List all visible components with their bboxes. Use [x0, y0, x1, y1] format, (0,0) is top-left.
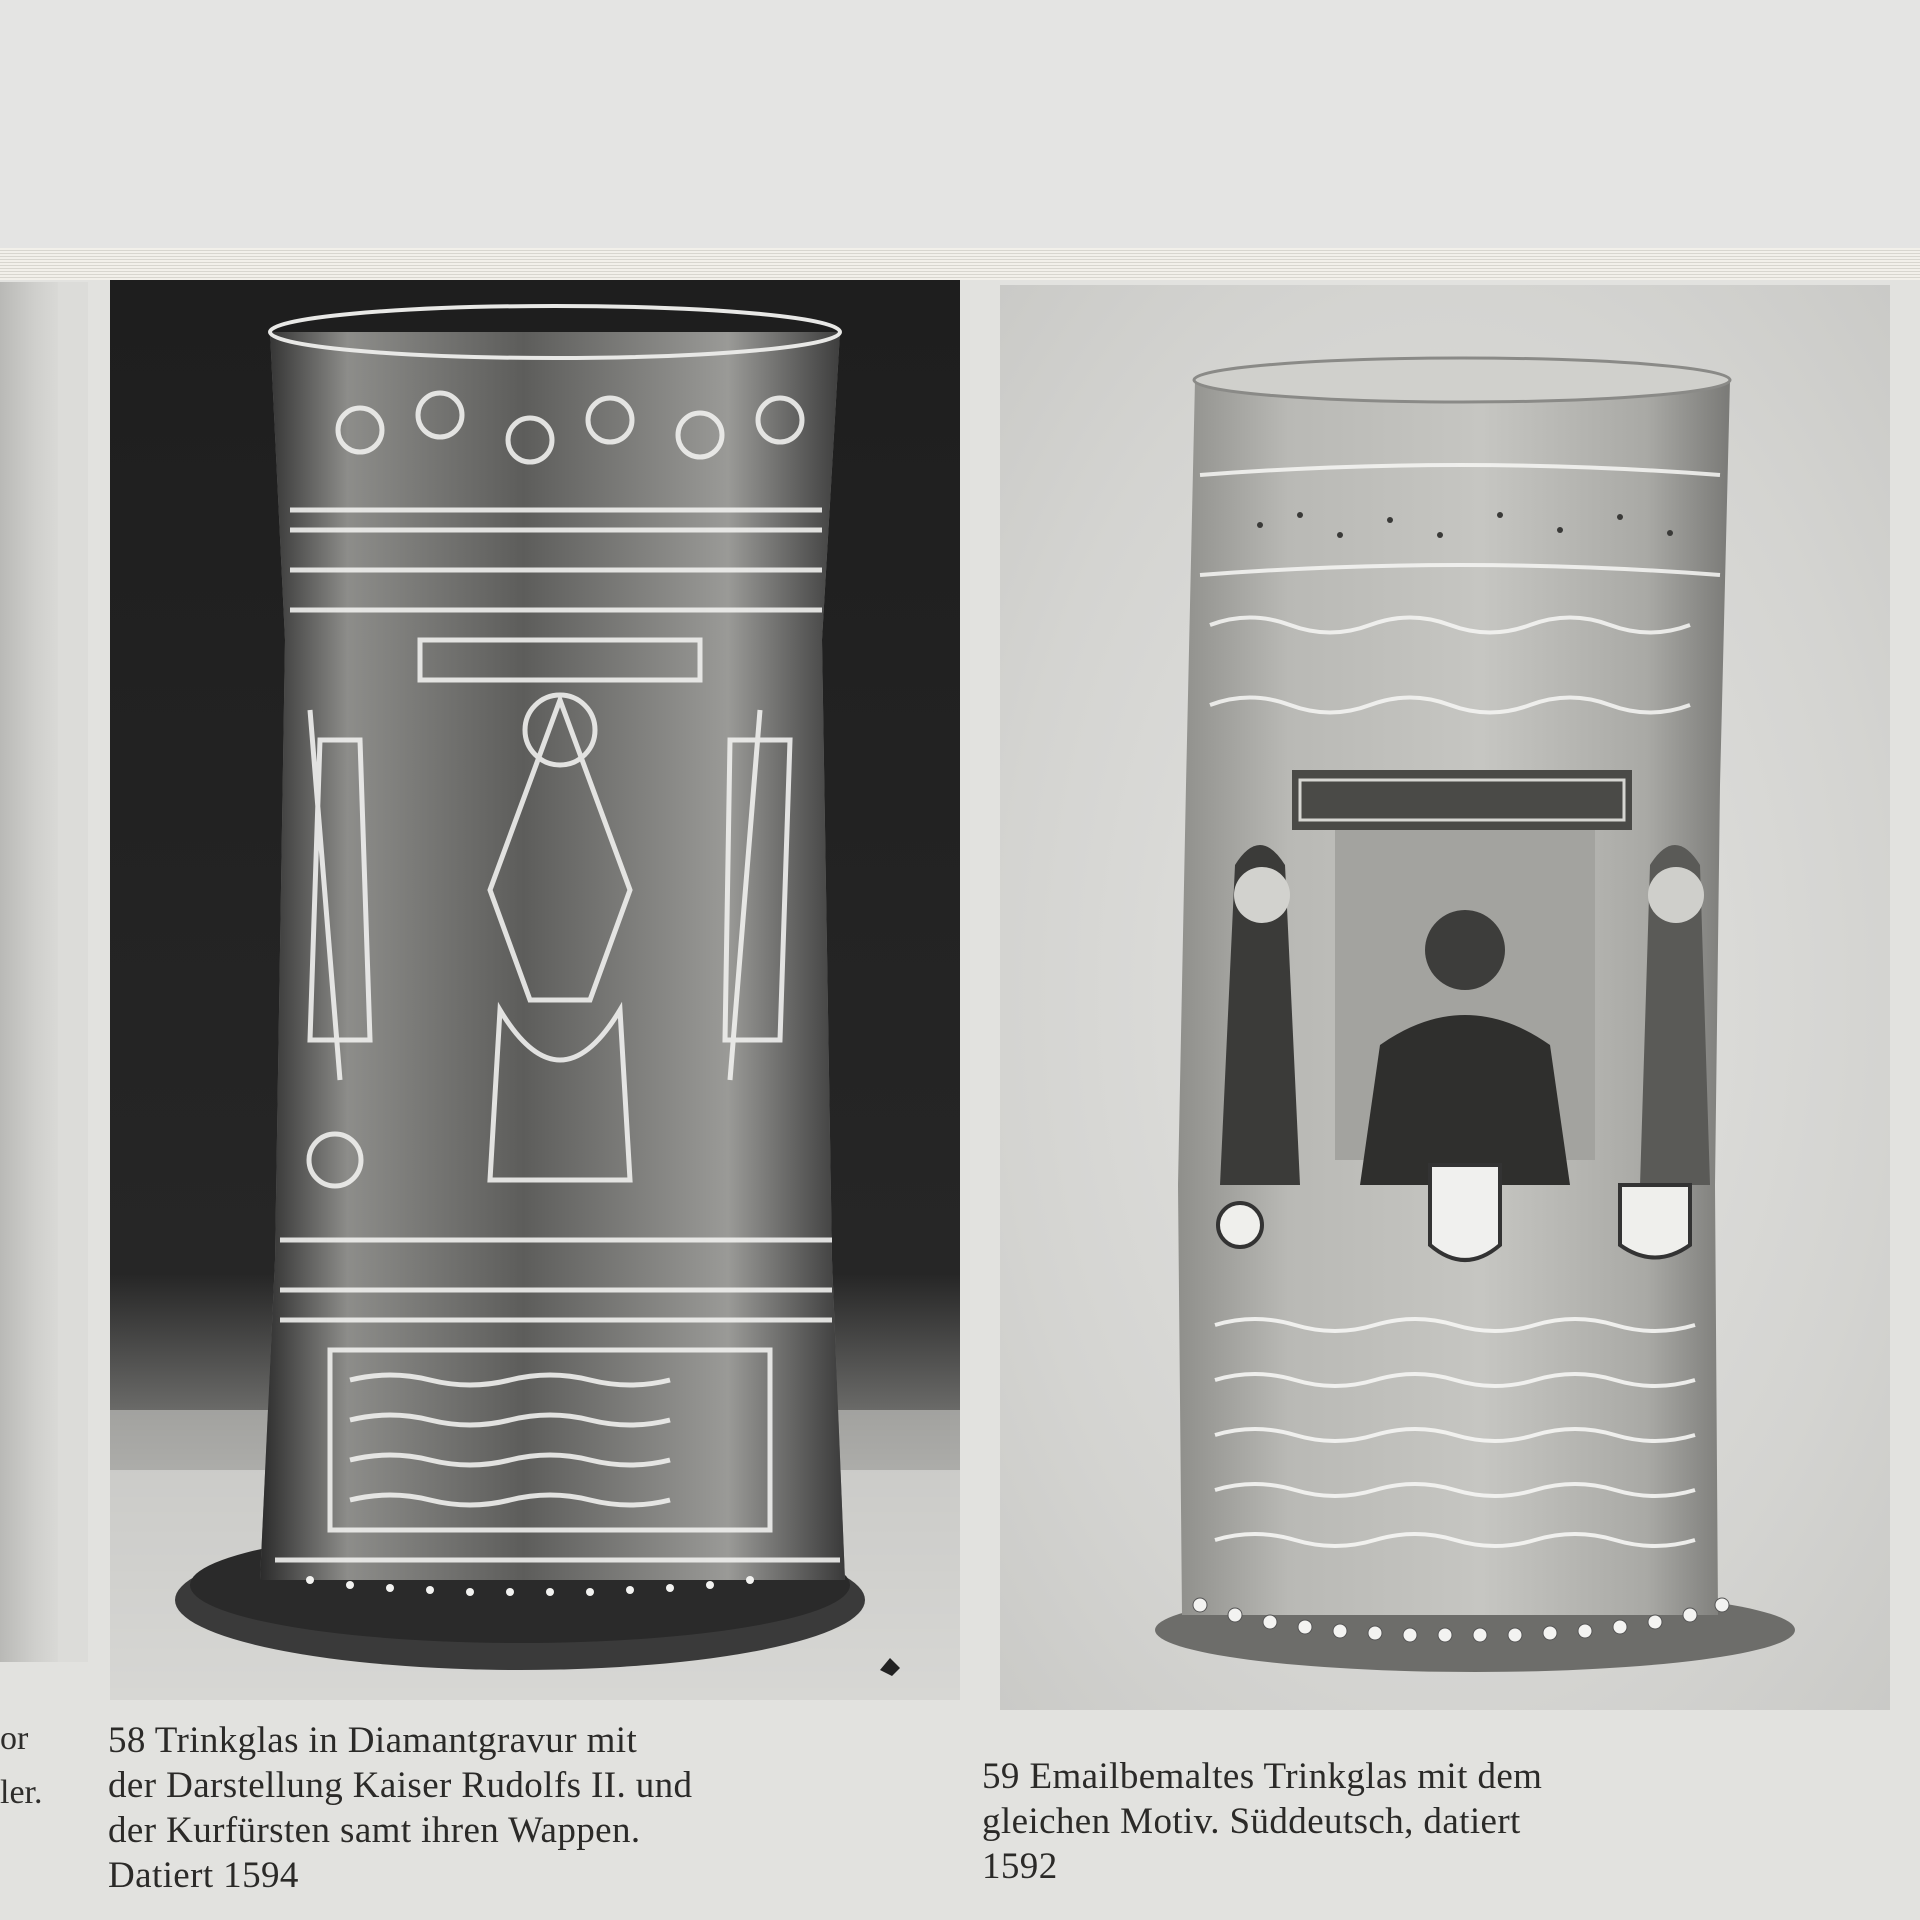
caption-58-line-1: 58 Trinkglas in Diamantgravur mit	[108, 1720, 638, 1761]
enamelled-glass-illustration	[1000, 285, 1890, 1710]
caption-59-line-2: gleichen Motiv. Süddeutsch, datiert	[982, 1801, 1521, 1842]
photo-enamelled-glass	[1000, 285, 1890, 1710]
left-photo-fragment	[0, 282, 58, 1662]
caption-58-line-2: der Darstellung Kaiser Rudolfs II. und	[108, 1765, 693, 1806]
left-margin	[58, 282, 88, 1662]
photo-engraved-glass	[110, 280, 960, 1700]
engraved-glass-illustration	[110, 280, 960, 1700]
caption-59-line-1: 59 Emailbemaltes Trinkglas mit dem	[982, 1756, 1543, 1797]
left-caption-line-1: or	[0, 1720, 29, 1757]
background	[0, 0, 1920, 262]
left-caption-line-2: ler.	[0, 1774, 43, 1811]
caption-58-line-3: der Kurfürsten samt ihren Wappen.	[108, 1810, 641, 1851]
left-caption-fragment	[0, 1712, 42, 1820]
caption-59	[982, 1754, 1742, 1889]
caption-59-line-3: 1592	[982, 1846, 1058, 1887]
caption-58	[108, 1718, 868, 1898]
caption-58-line-4: Datiert 1594	[108, 1855, 299, 1896]
